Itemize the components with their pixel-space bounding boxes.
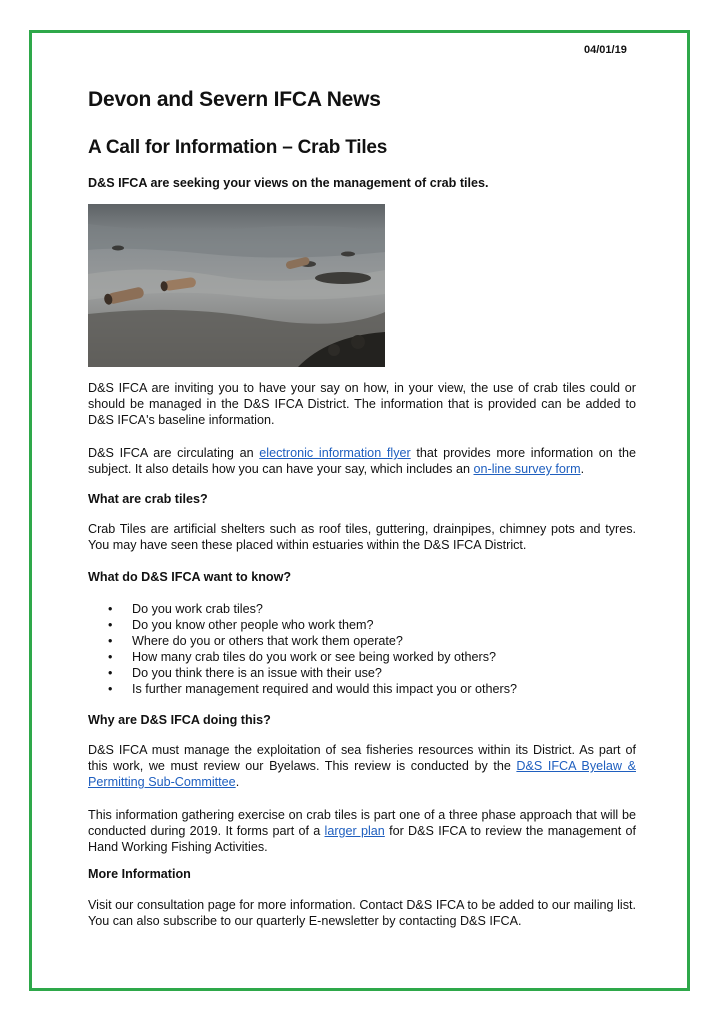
byelaw-text-start: D&S IFCA must manage the exploitation of sea fisheries resources within its District. As part of this work, we must review our Byelaws. This review is conducted by the [88, 743, 636, 773]
intro-paragraph: D&S IFCA are inviting you to have your say on how, in your view, the use of crab tiles could or should be managed in the D&S IFCA District. The information that is provided can be added to D&S IFCA's baseline information. [88, 381, 636, 427]
information-flyer-link[interactable]: electronic information flyer [259, 446, 411, 460]
flyer-paragraph [88, 445, 636, 477]
section-heading-what-to-know: What do D&S IFCA want to know? [88, 570, 292, 584]
byelaw-committee-link[interactable]: D&S IFCA Byelaw & Permitting Sub-Committee [88, 759, 636, 789]
phase-text-start: This information gathering exercise on crab tiles is part one of a three phase approach that will be conducted during 2019. It forms part of a [88, 808, 636, 838]
page-title: Devon and Severn IFCA News [88, 88, 381, 111]
more-information-paragraph: Visit our consultation page for more information. Contact D&S IFCA to be added to our mailing list. You can also subscribe to our quarterly E-newsletter by contacting D&S IFCA. [88, 898, 636, 928]
crab-tiles-photo [88, 204, 385, 367]
list-item: • How many crab tiles do you work or see being worked by others? [88, 649, 517, 665]
flyer-text-end: . [580, 462, 585, 476]
phase-approach-paragraph [88, 807, 636, 855]
byelaw-review-paragraph [88, 742, 636, 790]
section-heading-what-are-crab-tiles: What are crab tiles? [88, 492, 208, 506]
larger-plan-link[interactable]: larger plan [324, 824, 385, 838]
list-item: • Is further management required and would this impact you or others? [88, 681, 517, 697]
flyer-text-start: D&S IFCA are circulating an [88, 446, 260, 460]
list-item: • Do you think there is an issue with their use? [88, 665, 517, 681]
article-lead: D&S IFCA are seeking your views on the management of crab tiles. [88, 176, 489, 190]
section-heading-why: Why are D&S IFCA doing this? [88, 713, 271, 727]
list-item: • Where do you or others that work them operate? [88, 633, 517, 649]
byelaw-text-end: . [235, 775, 240, 789]
survey-form-link[interactable]: on-line survey form [473, 462, 581, 476]
section-heading-more-information: More Information [88, 867, 191, 881]
flyer-text-middle: that provides more information on the subject. It also details how you can have your say, which includes an [88, 446, 636, 476]
phase-text-end: for D&S IFCA to review the management of Hand Working Fishing Activities. [88, 824, 636, 854]
list-item: • Do you work crab tiles? [88, 601, 517, 617]
crab-tiles-definition: Crab Tiles are artificial shelters such as roof tiles, guttering, drainpipes, chimney pots and tyres. You may have seen these placed within estuaries within the D&S IFCA District. [88, 522, 636, 552]
estuary-mud-image [88, 204, 385, 367]
issue-date: 04/01/19 [584, 44, 627, 56]
article-title: A Call for Information – Crab Tiles [88, 137, 388, 158]
questions-list [88, 601, 517, 697]
list-item: • Do you know other people who work them? [88, 617, 517, 633]
